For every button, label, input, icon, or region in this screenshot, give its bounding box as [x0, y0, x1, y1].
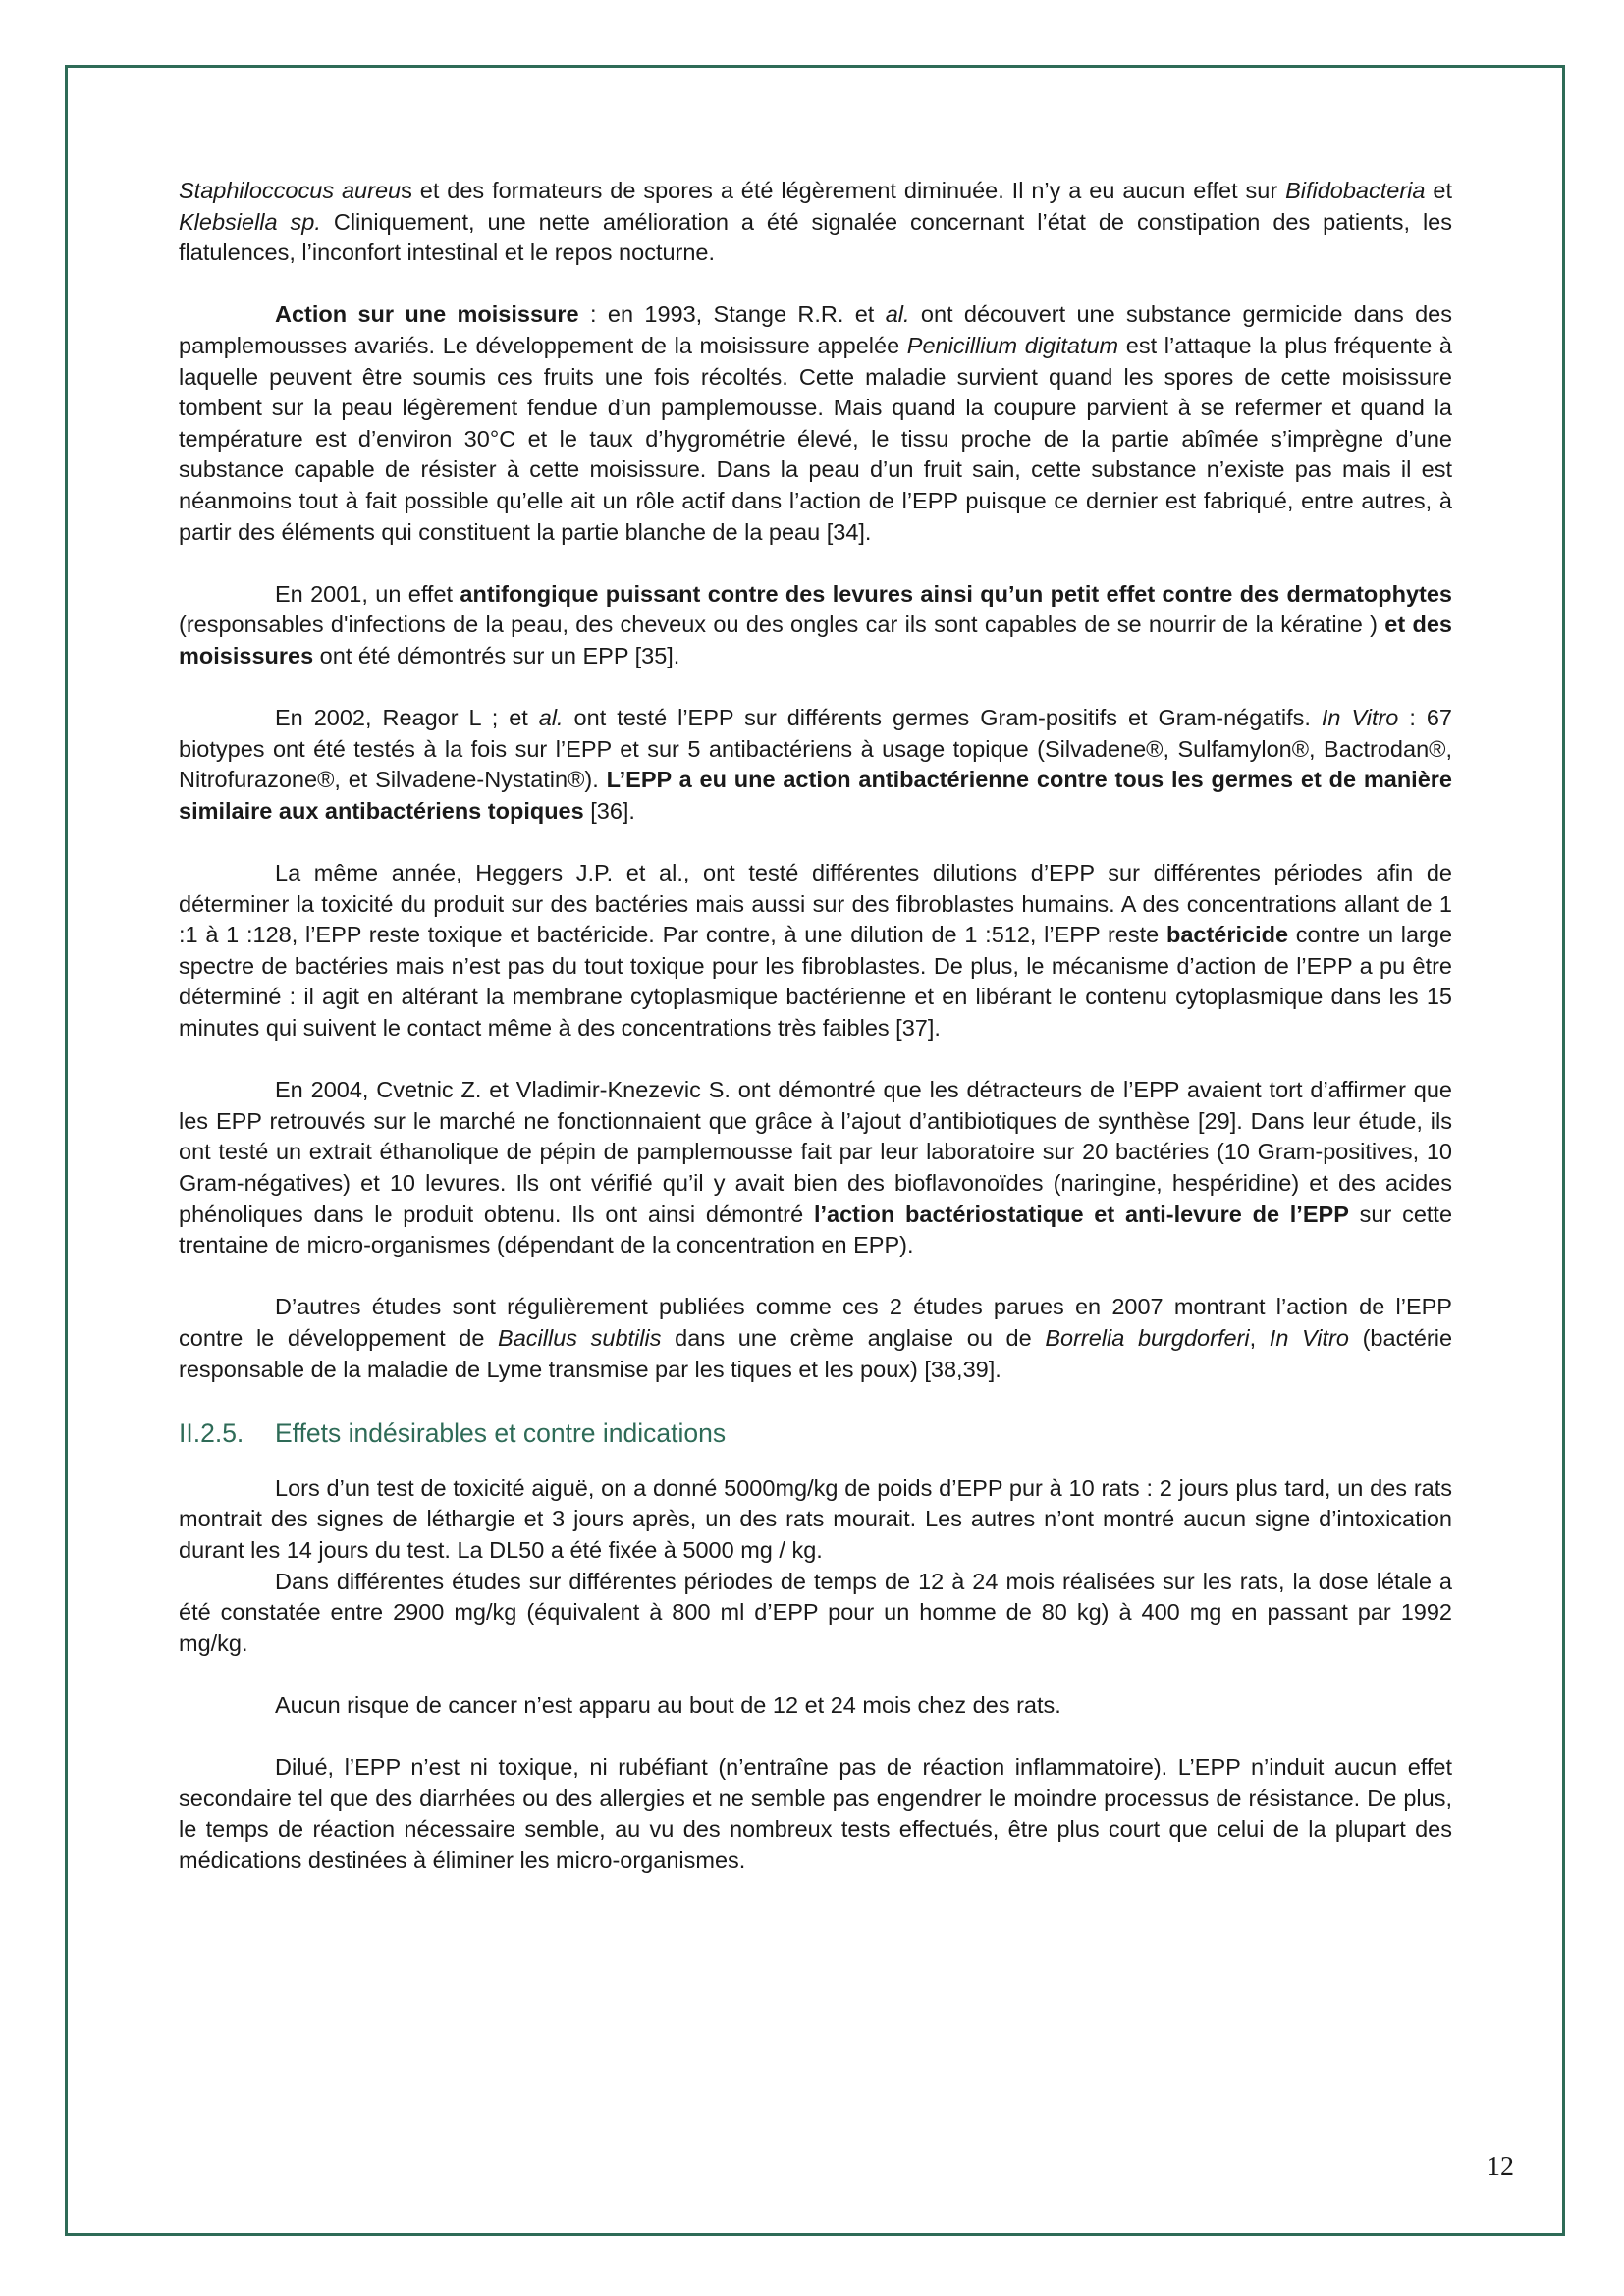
text-run: Aucun risque de cancer n’est apparu au bout de 12 et 24 mois chez des rats.: [275, 1691, 1061, 1718]
italic-text: Bacillus subtilis: [498, 1324, 662, 1351]
section-heading: [179, 1416, 1452, 1450]
text-run: Lors d’un test de toxicité aiguë, on a donné 5000mg/kg de poids d’EPP pur à 10 rats : 2 jours plus tard, un des rats montrait des signes de léthargie et 3 jours après, un des rats mourait. Les autres n’ont montré aucun signe d’intoxication durant les 14 jours du test. La DL50 a été fixée à 5000 mg / kg.: [179, 1474, 1452, 1563]
bold-text: et des moisissures: [179, 612, 1452, 668]
section-number: II.2.5.: [179, 1417, 244, 1448]
italic-text: In Vitro: [1269, 1324, 1349, 1351]
section-title: Effets indésirables et contre indications: [275, 1417, 727, 1448]
text-run: Cliniquement, une nette amélioration a été signalée concernant l’état de constipation des patients, les flatulences, l’inconfort intestinal et le repos nocturne.: [179, 208, 1453, 266]
bold-text: antifongique puissant contre des levures ainsi qu’un petit effet contre des dermatophytes: [460, 580, 1452, 607]
paragraph: [179, 1567, 1452, 1660]
paragraph: [179, 858, 1452, 1044]
text-run: ont testé l’EPP sur différents germes Gram-positifs et Gram-négatifs.: [563, 705, 1322, 731]
bold-text: bactéricide: [1165, 922, 1289, 948]
paragraph: [179, 299, 1452, 548]
page-content: [179, 176, 1452, 1907]
italic-text: Staphiloccocus aureu: [179, 178, 402, 203]
text-run: La même année, Heggers J.P. et al., ont testé différentes dilutions d’EPP sur différentes périodes afin de déterminer la toxicité du produit sur des bactéries mais aussi sur des fibroblastes humains. A des concentrations allant de 1 :1 à 1 :128, l’EPP reste toxique et bactéricide. Par contre, à une dilution de 1 :512, l’EPP reste: [179, 860, 1452, 948]
paragraph: [179, 1292, 1452, 1385]
paragraph: [179, 1075, 1452, 1261]
text-run: : en 1993, Stange R.R. et: [578, 301, 886, 328]
paragraph: [179, 1690, 1452, 1722]
paragraph: [179, 176, 1452, 269]
italic-text: Klebsiella sp.: [179, 208, 321, 235]
italic-text: Penicillium digitatum: [906, 332, 1119, 358]
text-run: dans une crème anglaise ou de: [661, 1324, 1046, 1351]
paragraph: [179, 579, 1452, 672]
paragraph: [179, 1473, 1452, 1567]
text-run: : 67 biotypes ont été testés à la fois sur l’EPP et sur 5 antibactériens à usage topique (Silvadene®, Sulfamylon®, Bactrodan®, Nitrofurazone®, et Silvadene-Nystatin®).: [179, 705, 1452, 793]
text-run: contre un large spectre de bactéries mais n’est pas du tout toxique pour les fibroblastes. De plus, le mécanisme d’action de l’EPP a pu être déterminé : il agit en altérant la membrane cytoplasmique bactérienne et en libérant le contenu cytoplasmique dans les 15 minutes qui suivent le contact même à des concentrations très faibles [37].: [179, 922, 1453, 1041]
text-run: ont été démontrés sur un EPP [35].: [313, 642, 680, 668]
text-run: (bactérie responsable de la maladie de Lyme transmise par les tiques et les poux) [38,39].: [179, 1324, 1453, 1382]
text-run: sur cette trentaine de micro-organismes (dépendant de la concentration en EPP).: [179, 1201, 1453, 1258]
text-run: (responsables d'infections de la peau, des cheveux ou des ongles car ils sont capables de se nourrir de la kératine ): [179, 612, 1385, 638]
italic-text: al.: [885, 301, 910, 328]
italic-text: In Vitro: [1321, 705, 1399, 731]
bold-text: L’EPP a eu une action antibactérienne contre tous les germes et de manière similaire aux antibactériens topiques: [179, 767, 1452, 824]
paragraph: [179, 703, 1452, 827]
text-run: s et des formateurs de spores a été légèrement diminuée. Il n’y a eu aucun effet sur: [401, 178, 1286, 203]
bold-text: Action sur une moisissure: [275, 301, 579, 328]
bold-text: l’action bactériostatique et anti-levure de l’EPP: [813, 1201, 1349, 1227]
text-run: D’autres études sont régulièrement publiées comme ces 2 études parues en 2007 montrant l’action de l’EPP contre le développement de: [179, 1294, 1452, 1351]
italic-text: Borrelia burgdorferi: [1045, 1324, 1250, 1351]
page-number: 12: [1487, 2152, 1514, 2182]
body-text-part-2: [179, 1473, 1452, 1877]
text-run: Dans différentes études sur différentes périodes de temps de 12 à 24 mois réalisées sur les rats, la dose létale a été constatée entre 2900 mg/kg (équivalent à 800 ml d’EPP pour un homme de 80 kg) à 400 mg en passant par 1992 mg/kg.: [179, 1568, 1452, 1656]
text-run: et: [1425, 178, 1452, 203]
text-run: ont découvert une substance germicide dans des pamplemousses avariés. Le développement de la moisissure appelée: [179, 301, 1452, 358]
italic-text: Bifidobacteria: [1285, 178, 1426, 203]
body-text-part-1: [179, 176, 1452, 1385]
text-run: En 2001, un effet: [275, 580, 460, 607]
text-run: En 2004, Cvetnic Z. et Vladimir-Knezevic S. ont démontré que les détracteurs de l’EPP avaient tort d’affirmer que les EPP retrouvés sur le marché ne fonctionnaient que grâce à l’ajout d’antibiotiques de synthèse [29]. Dans leur étude, ils ont testé un extrait éthanolique de pépin de pamplemousse fait par leur laboratoire sur 20 bactéries (10 Gram-positives, 10 Gram-négatives) et 10 levures. Ils ont vérifié qu’il y avait bien des bioflavonoïdes (naringine, hespéridine) et des acides phénoliques dans le produit obtenu. Ils ont ainsi démontré: [179, 1077, 1452, 1227]
text-run: Dilué, l’EPP n’est ni toxique, ni rubéfiant (n’entraîne pas de réaction inflammatoire). L’EPP n’induit aucun effet secondaire tel que des diarrhées ou des allergies et ne semble pas engendrer le moindre processus de résistance. De plus, le temps de réaction nécessaire semble, au vu des nombreux tests effectués, être plus court que celui de la plupart des médications destinées à éliminer les micro-organismes.: [179, 1754, 1452, 1873]
text-run: [36].: [583, 797, 635, 824]
text-run: ,: [1249, 1324, 1270, 1351]
italic-text: al.: [538, 705, 564, 731]
text-run: En 2002, Reagor L ; et: [275, 705, 539, 731]
text-run: est l’attaque la plus fréquente à laquelle peuvent être soumis ces fruits une fois récoltés. Cette maladie survient quand les spores de cette moisissure tombent sur la peau légèrement fendue d’un pamplemousse. Mais quand la coupure parvient à se refermer et quand la température est d’environ 30°C et le taux d’hygrométrie élevé, le tissu proche de la partie abîmée s’imprègne d’une substance capable de résister à cette moisissure. Dans la peau d’un fruit sain, cette substance n’existe pas mais il est néanmoins tout à fait possible qu’elle ait un rôle actif dans l’action de l’EPP puisque ce dernier est fabriqué, entre autres, à partir des éléments qui constituent la partie blanche de la peau [34].: [179, 332, 1452, 545]
paragraph: [179, 1752, 1452, 1876]
